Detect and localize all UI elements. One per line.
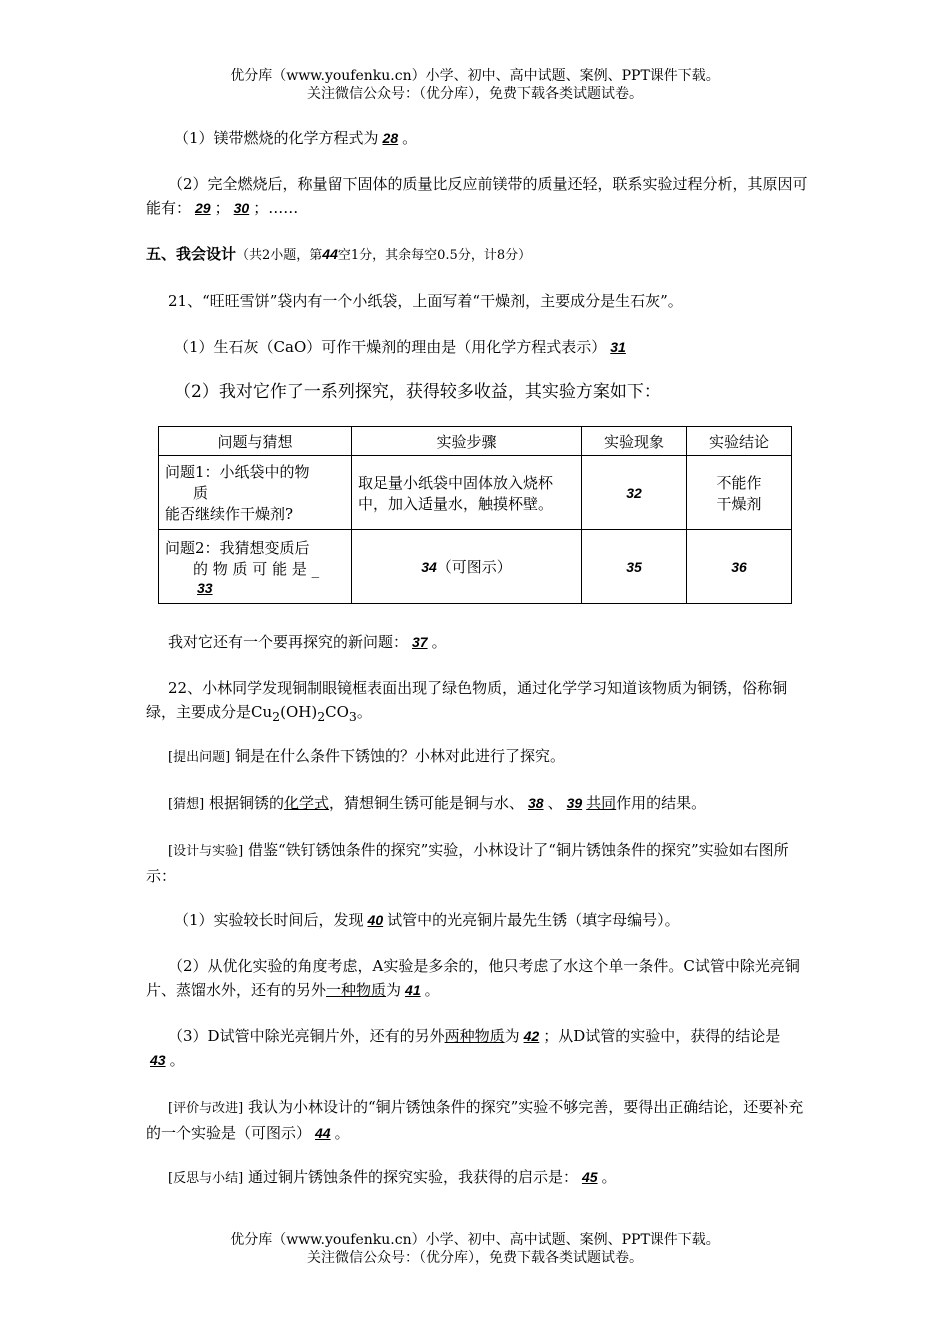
row2-phenomenon (582, 530, 687, 604)
reflection: [反思与小结] 通过铜片锈蚀条件的探究实验，我获得的启示是： 45 。 (168, 1168, 617, 1186)
blank-30[interactable]: 30 (233, 200, 250, 216)
row1-conclusion: 不能作 干燥剂 (687, 456, 792, 530)
raise-question: [提出问题] 铜是在什么条件下锈蚀的？小林对此进行了探究。 (168, 747, 565, 765)
blank-34[interactable]: 34 (421, 559, 437, 575)
table-row (159, 530, 792, 604)
header-question: 问题与猜想 (159, 427, 352, 456)
question-2: （2）完全燃烧后，称量留下固体的质量比反应前镁带的质量还轻，联系实验过程分析，其原因可能有： 29 ； 30 ；…… (146, 175, 808, 217)
footer-line-2: 关注微信公众号：（优分库），免费下载各类试题试卷。 (307, 1250, 643, 1266)
row2-question: 问题2：我猜想变质后 的 物 质 可 能 是 _ 33 (159, 530, 352, 604)
blank-45[interactable]: 45 (581, 1169, 598, 1185)
question-21-intro: 21、“旺旺雪饼”袋内有一个小纸袋，上面写着“干燥剂，主要成分是生石灰”。 (168, 292, 683, 310)
blank-33[interactable]: 33 (197, 579, 213, 596)
header-line-2: 关注微信公众号：（优分库），免费下载各类试题试卷。 (307, 86, 643, 102)
page-header (0, 67, 950, 103)
footer-line-1: 优分库（www.youfenku.cn）小学、初中、高中试题、案例、PPT课件下载。 (230, 1232, 720, 1248)
header-conclusion: 实验结论 (687, 427, 792, 456)
blank-40[interactable]: 40 (367, 912, 384, 928)
blank-29[interactable]: 29 (195, 200, 211, 216)
new-question: 我对它还有一个要再探究的新问题： 37 。 (168, 633, 447, 651)
blank-28[interactable]: 28 (382, 130, 399, 146)
table-header-row (159, 427, 792, 456)
blank-36[interactable]: 36 (731, 558, 747, 575)
step-3: （3）D试管中除光亮铜片外，还有的另外两种物质为 42 ；从D试管的实验中，获得的结论是43 。 (146, 1024, 816, 1072)
blank-39[interactable]: 39 (566, 795, 583, 811)
question-21-part-1: （1）生石灰（CaO）可作干燥剂的理由是（用化学方程式表示） 31 (146, 335, 844, 359)
page-footer (0, 1231, 950, 1267)
experiment-table (158, 426, 792, 604)
question-22-intro: 22、小林同学发现铜制眼镜框表面出现了绿色物质，通过化学学习知道该物质为铜锈，俗称铜绿，主要成分是$Cu_2(OH)_2CO_3$。 (146, 679, 788, 724)
blank-38[interactable]: 38 (527, 795, 544, 811)
step-2: （2）从优化实验的角度考虑，A实验是多余的，他只考虑了水这个单一条件。C试管中除光亮铜片、蒸馏水外，还有的另外一种物质为 41 。 (146, 957, 800, 999)
row1-steps: 取足量小纸袋中固体放入烧杯中，加入适量水，触摸杯壁。 (352, 456, 582, 530)
blank-37[interactable]: 37 (412, 634, 428, 650)
question-21-part-2: （2）我对它作了一系列探究，获得较多收益，其实验方案如下： (174, 382, 661, 402)
blank-41[interactable]: 41 (405, 982, 421, 998)
hypothesis: [猜想] 根据铜锈的化学式，猜想铜生锈可能是铜与水、 38 、 39 共同作用的结果。 (168, 794, 707, 812)
header-steps: 实验步骤 (352, 427, 582, 456)
row1-question: 问题1：小纸袋中的物 质 能否继续作干燥剂? (159, 456, 352, 530)
blank-44[interactable]: 44 (315, 1125, 331, 1141)
step-1: （1）实验较长时间后，发现 40 试管中的光亮铜片最先生锈（填字母编号）。 (174, 911, 680, 929)
blank-35[interactable]: 35 (626, 558, 642, 575)
blank-42[interactable]: 42 (523, 1028, 540, 1044)
row2-steps: 34（可图示） (352, 530, 582, 604)
row2-conclusion (687, 530, 792, 604)
question-1: （1）镁带燃烧的化学方程式为 28 。 (174, 129, 418, 147)
evaluation: [评价与改进] 我认为小林设计的“铜片锈蚀条件的探究”实验不够完善，要得出正确结论，还要补充的一个实验是（可图示） 44 。 (146, 1098, 804, 1142)
row1-phenomenon (582, 456, 687, 530)
section-title: 五、我会设计 (146, 245, 237, 263)
header-phenomenon: 实验现象 (582, 427, 687, 456)
header-line-1: 优分库（www.youfenku.cn）小学、初中、高中试题、案例、PPT课件下载。 (230, 68, 720, 84)
blank-32[interactable]: 32 (626, 484, 642, 501)
table-row (159, 456, 792, 530)
blank-43[interactable]: 43 (150, 1052, 166, 1068)
blank-31[interactable]: 31 (610, 339, 626, 355)
section-heading: 五、我会设计（共2小题，第44空1分，其余每空0.5分，计8分） (146, 245, 532, 263)
design-experiment: [设计与实验] 借鉴“铁钉锈蚀条件的探究”实验，小林设计了“铜片锈蚀条件的探究”实验如右图所示： (146, 841, 789, 885)
